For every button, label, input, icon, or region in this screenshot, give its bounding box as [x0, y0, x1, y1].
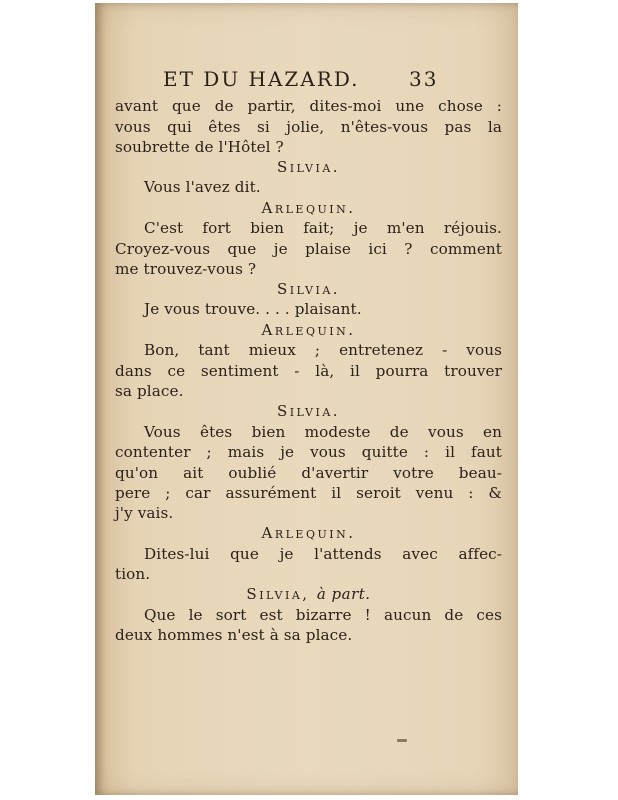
text-line: Vous êtes bien modeste de vous en	[144, 423, 502, 441]
text-line: tion.	[115, 565, 151, 583]
text-line: Croyez-vous que je plaise ici ? comment	[115, 240, 502, 258]
text-line: contenter ; mais je vous quitte : il faut	[115, 443, 502, 461]
printer-mark	[397, 739, 407, 742]
text-line: sa place.	[115, 382, 184, 400]
text-line: vous qui êtes si jolie, n'êtes-vous pas la	[115, 118, 502, 136]
speaker-name: Silvia,	[246, 585, 310, 603]
text-line: Vous l'avez dit.	[144, 178, 261, 196]
speaker-name: Silvia.	[276, 158, 341, 176]
text-line: C'est fort bien fait; je m'en réjouis.	[144, 219, 502, 237]
text-line: soubrette de l'Hôtel ?	[115, 138, 284, 156]
text-line: j'y vais.	[115, 504, 174, 522]
text-line: dans ce sentiment - là, il pourra trouver	[115, 362, 502, 380]
text-line: Je vous trouve. . . . plaisant.	[144, 300, 362, 318]
text-line: deux hommes n'est à sa place.	[115, 626, 353, 644]
text-line: qu'on ait oublié d'avertir votre beau-	[115, 464, 502, 482]
text-line: Que le sort est bizarre ! aucun de ces	[144, 606, 502, 624]
book-page	[95, 3, 518, 795]
text-line: me trouvez-vous ?	[115, 260, 257, 278]
speaker-name: Silvia.	[276, 280, 341, 298]
text-line: Bon, tant mieux ; entretenez - vous	[144, 341, 502, 359]
text-line: avant que de partir, dites-moi une chose :	[115, 97, 502, 115]
running-title: ET DU HAZARD.	[163, 67, 360, 91]
text-line: Dites-lui que je l'attends avec affec-	[144, 545, 502, 563]
speaker-name: Arlequin.	[261, 524, 356, 542]
text-line: pere ; car assurément il seroit venu : &	[115, 484, 502, 502]
speaker-name: Arlequin.	[261, 199, 356, 217]
stage-direction: à part.	[316, 585, 371, 603]
speaker-name: Arlequin.	[261, 321, 356, 339]
speaker-line	[115, 585, 502, 603]
speaker-name: Silvia.	[276, 402, 341, 420]
page-number: 33	[409, 67, 439, 91]
